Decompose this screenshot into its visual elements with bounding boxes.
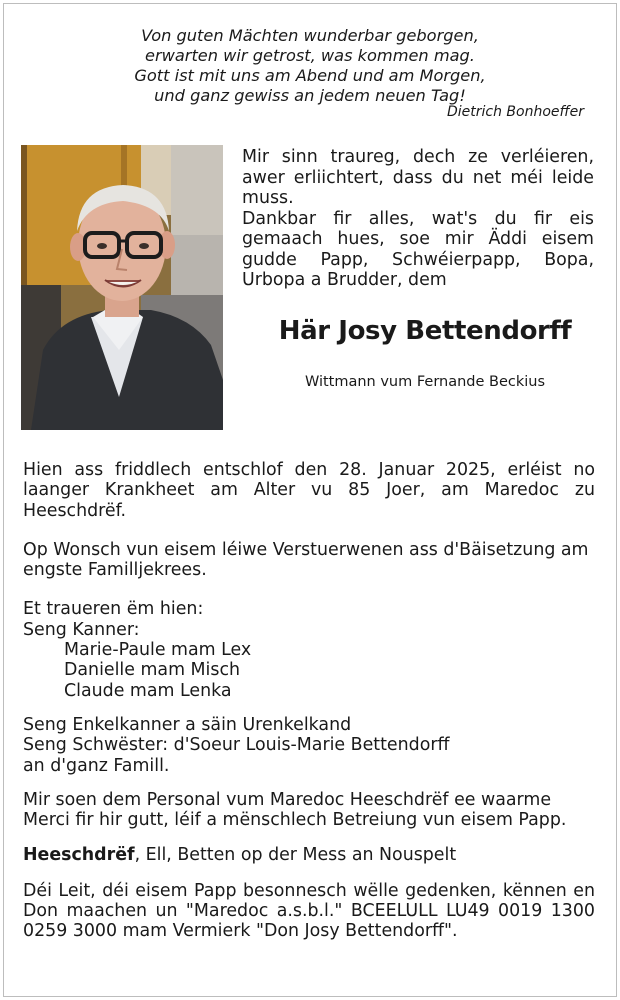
funeral-paragraph: Op Wonsch vun eisem léiwe Verstuerwenen ass d'Bäisetzung am engste Familljekrees. (23, 539, 589, 581)
family-line: an d'ganz Famill. (23, 755, 170, 776)
child-entry: Claude mam Lenka (64, 680, 232, 701)
donation-paragraph: Déi Leit, déi eisem Papp besonnesch wëlle gedenken, kënnen en Don maachen un "Maredoc a.s.b.l." BCEELULL LU49 0019 1300 0259 3000 mam Vermierk "Don Josy Bettendorff". (23, 880, 595, 942)
child-entry: Danielle mam Misch (64, 660, 241, 681)
mourners-intro: Et traueren ëm hien: (23, 599, 204, 620)
intro-paragraph: Mir sinn traureg, dech ze verléieren, awer erliichtert, dass du net méi leide muss. (242, 147, 594, 208)
thanks-line: Mir soen dem Personal vum Maredoc Heeschdrëf ee waarme (23, 789, 552, 810)
place-line (23, 845, 595, 865)
quote-line: und ganz gewiss an jedem neuen Tag! (154, 86, 466, 105)
child-entry: Marie-Paule mam Lex (64, 640, 252, 661)
quote-author: Dietrich Bonhoeffer (446, 104, 584, 120)
quote-line: Von guten Mächten wunderbar geborgen, (141, 26, 479, 45)
passing-paragraph: Hien ass friddlech entschlof den 28. Januar 2025, erléist no laanger Krankheet am Alter vu 85 Joer, am Maredoc zu Heeschdrëf. (23, 460, 595, 521)
portrait-photo (21, 145, 223, 430)
place-details: , Ell, Betten op der Mess an Nouspelt (134, 845, 457, 866)
intro-text (242, 147, 594, 291)
quote-line: Gott ist mit uns am Abend und am Morgen, (134, 66, 486, 85)
children-label: Seng Kanner: (23, 619, 140, 640)
sister-line: Seng Schwëster: d'Soeur Louis-Marie Bettendorff (23, 735, 450, 756)
deceased-subtitle: Wittmann vum Fernande Beckius (304, 374, 546, 390)
grandchildren-line: Seng Enkelkanner a säin Urenkelkand (23, 714, 352, 735)
deceased-name: Här Josy Bettendorff (278, 316, 572, 346)
place-name: Heeschdrëf (23, 845, 135, 866)
quote (0, 26, 620, 106)
thanks-line: Merci fir hir gutt, léif a mënschlech Betreiung vun eisem Papp. (23, 810, 567, 831)
intro-paragraph: Dankbar fir alles, wat's du fir eis gemaach hues, soe mir Äddi eisem gudde Papp, Schwéierpapp, Bopa, Urbopa a Brudder, dem (242, 208, 594, 290)
notice-body (23, 460, 595, 942)
quote-line: erwarten wir getrost, was kommen mag. (145, 46, 475, 65)
